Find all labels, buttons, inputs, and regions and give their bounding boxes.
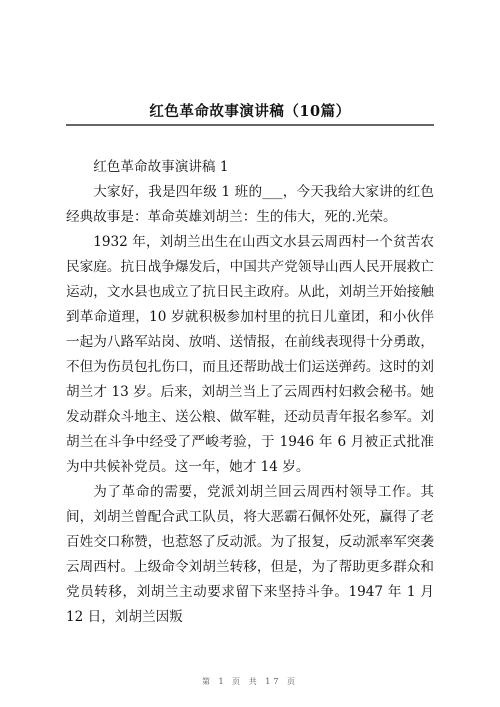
paragraph-1: 大家好，我是四年级 1 班的___，今天我给大家讲的红色经典故事是：革命英雄刘胡兰：生的伟大，死的.光荣。 [66, 184, 434, 225]
paragraph-2: 1932 年，刘胡兰出生在山西文水县云周西村一个贫苦农民家庭。抗日战争爆发后，中国共产党领导山西人民开展救亡运动，文水县也成立了抗日民主政府。从此，刘胡兰开始接触到革命道理，10 岁就积极参加村里的抗日儿童团，和小伙伴一起为八路军站岗、放哨、送情报，在前线表现得十分勇敢，不但为伤员包扎伤口，而且还帮助战士们运送弹药。这时的刘胡兰才 13 岁。后来，刘胡兰当上了云周西村妇救会秘书。她发动群众斗地主、送公粮、做军鞋，还动员青年报名参军。刘胡兰在斗争中经受了严峻考验，于 1946 年 6 月被正式批准为中共候补党员。这一年，她才 14 岁。 [66, 234, 434, 475]
title-divider [66, 124, 434, 126]
page-footer: 第 1 页 共 17 页 [202, 677, 298, 686]
document-body [66, 155, 434, 630]
paragraph-3: 为了革命的需要，党派刘胡兰回云周西村领导工作。其间，刘胡兰曾配合武工队员，将大恶霸石佩怀处死，赢得了老百姓交口称赞，也惹怒了反动派。为了报复，反动派率军突袭云周西村。上级命令刘胡兰转移，但是，为了帮助更多群众和党员转移，刘胡兰主动要求留下来坚持斗争。1947 年 1 月 12 日，刘胡兰因叛 [66, 484, 434, 625]
document-title: 红色革命故事演讲稿（10篇） [149, 103, 351, 120]
section-heading: 红色革命故事演讲稿 1 [93, 159, 229, 175]
